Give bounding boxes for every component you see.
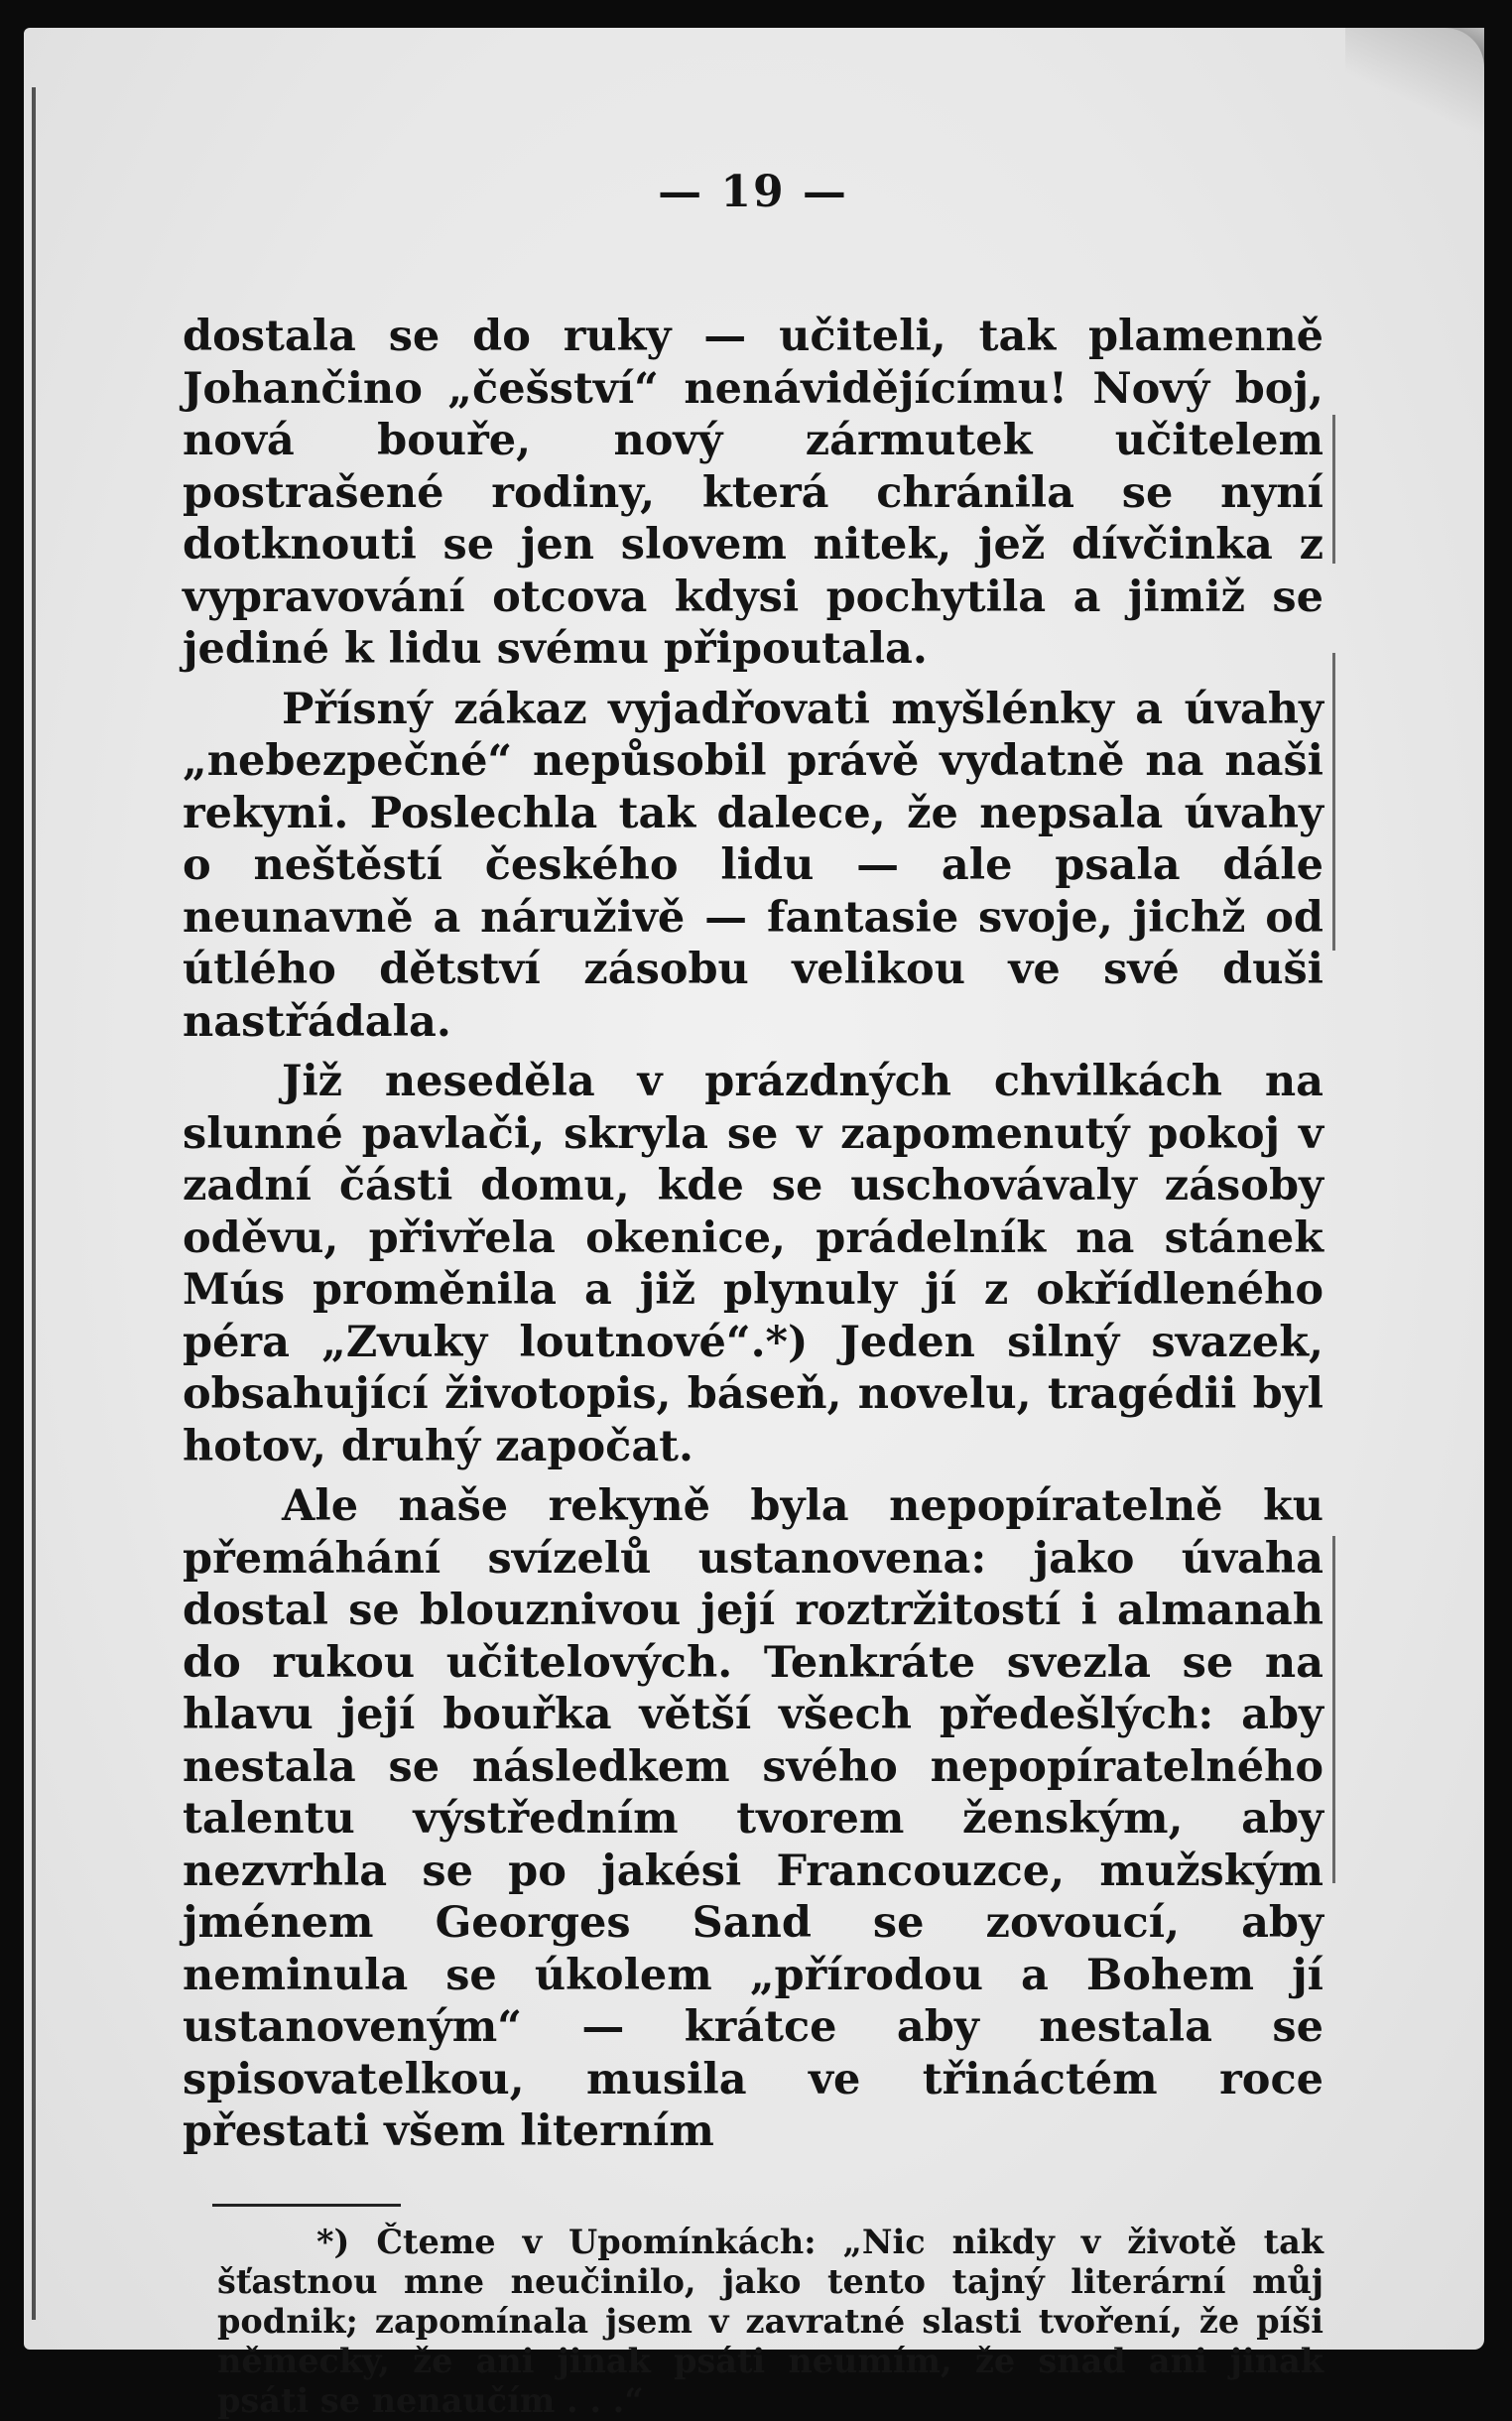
paragraph-2: Přísný zákaz vyjadřovati myšlénky a úvahy „nebezpečné“ nepůsobil právě vydatně na naši rekyni. Poslechla tak dalece, že nepsala úvahy o neštěstí českého lidu — ale psala dále neunavně a náruživě — fantasie svoje, jichž od útlého dětství zásobu velikou ve své duši nastřádala. xyxy=(183,684,1323,1047)
footnote: *) Čteme v Upomínkách: „Nic nikdy v životě tak šťastnou mne neučinilo, jako tento tajný literární můj podnik; zapomínala jsem v zavratné slasti tvoření, že píši německy, že ani jinak psáti neumím, že snad ani jinak psáti se nenaučím . . .“ xyxy=(217,2222,1323,2420)
page-content xyxy=(183,167,1323,2421)
margin-mark xyxy=(1332,1536,1335,1883)
paragraph-4: Ale naše rekyně byla nepopíratelně ku přemáhání svízelů ustanovena: jako úvaha dostal se blouznivou její roztržitostí i almanah do rukou učitelových. Tenkráte svezla se na hlavu její bouřka větší všech předešlých: aby nestala se následkem svého nepopíratelného talentu výstředním tvorem ženským, aby nezvrhla se po jakési Francouzce, mužským jménem Georges Sand se zovoucí, aby neminula se úkolem „přírodou a Bohem jí ustanoveným“ — krátce aby nestala se spisovatelkou, musila ve třináctém roce přestati všem literním xyxy=(183,1481,1323,2156)
page-number: — 19 — xyxy=(658,167,848,217)
paper-sheet xyxy=(24,28,1484,2420)
footnote-divider xyxy=(212,2204,401,2207)
paragraph-1: dostala se do ruky — učiteli, tak plamenně Johančino „češství“ nenávidějícímu! Nový boj, nová bouře, nový zármutek učitelem postrašené rodiny, která chránila se nyní dotknouti se jen slovem nitek, jež dívčinka z vypravování otcova kdysi pochytila a jimiž se jediné k lidu svému připoutala. xyxy=(183,312,1323,674)
page-corner-shadow xyxy=(1345,28,1484,147)
margin-mark xyxy=(1332,415,1335,564)
binding-edge xyxy=(32,87,36,2320)
paragraph-3: Již neseděla v prázdných chvilkách na slunné pavlači, skryla se v zapomenutý pokoj v zadní části domu, kde se uschovávaly zásoby oděvu, přivřela okenice, prádelník na stánek Mús proměnila a již plynuly jí z okřídleného péra „Zvuky loutnové“.*) Jeden silný svazek, obsahující životopis, báseň, novelu, tragédii byl hotov, druhý započat. xyxy=(183,1057,1323,1471)
body-text xyxy=(183,311,1323,2158)
margin-mark xyxy=(1332,653,1335,951)
